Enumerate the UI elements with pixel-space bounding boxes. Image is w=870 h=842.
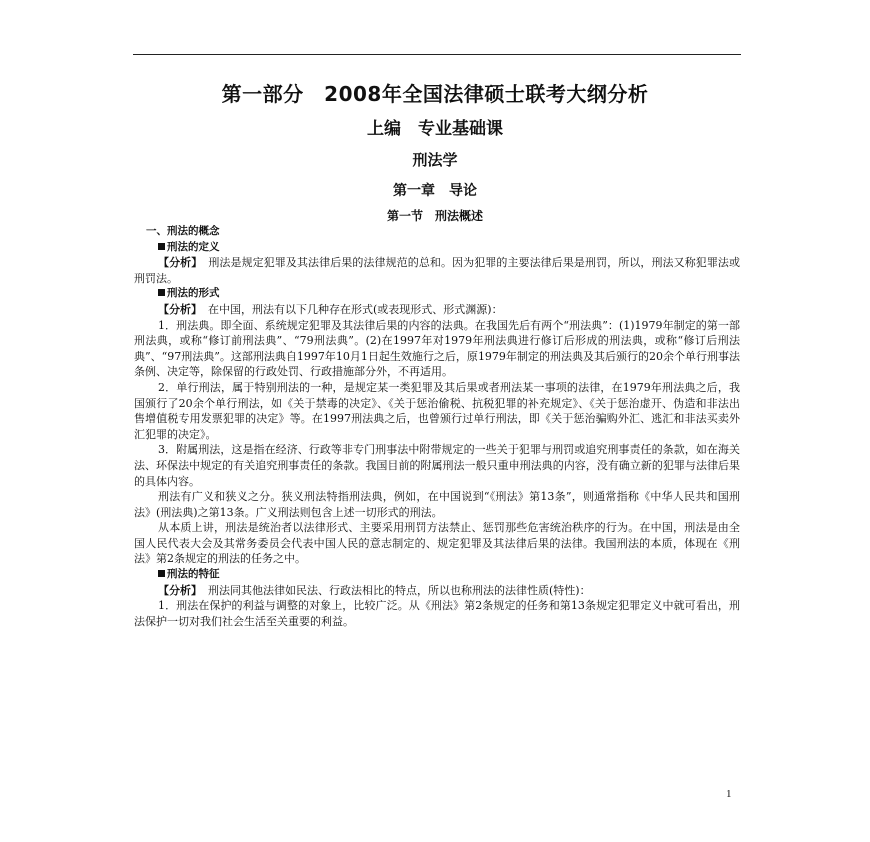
paragraph-broad-narrow: 刑法有广义和狭义之分。狭义刑法特指刑法典，例如，在中国说到“《刑法》第13条”，则通常指称《中华人民共和国刑法》(刑法典)之第13条。广义刑法则包含上述一切形式的刑法。 xyxy=(134,490,740,519)
heading-features xyxy=(134,567,740,583)
paragraph-essence: 从本质上讲，刑法是统治者以法律形式、主要采用刑罚方法禁止、惩罚那些危害统治秩序的行为。在中国，刑法是由全国人民代表大会及其常务委员会代表中国人民的意志制定的、规定犯罪及其法律后果的法律。我国刑法的本质，体现在《刑法》第2条规定的刑法的任务之中。 xyxy=(134,521,740,566)
square-bullet-icon xyxy=(158,243,165,250)
node-title: 第一节 刑法概述 xyxy=(386,209,483,223)
heading-forms xyxy=(134,286,740,302)
analysis-label: 【分析】 xyxy=(158,583,202,597)
heading-concept: 一、刑法的概念 xyxy=(146,225,220,237)
section-title: 上编 专业基础课 xyxy=(367,119,503,139)
paragraph-forms-intro xyxy=(134,302,740,318)
header-rule xyxy=(133,54,741,55)
heading-forms-label: 刑法的形式 xyxy=(167,287,220,300)
heading-definition-label: 刑法的定义 xyxy=(167,240,220,253)
paragraph-features-intro xyxy=(134,583,740,599)
features-intro-text: 刑法同其他法律如民法、行政法相比的特点，所以也称刑法的法律性质(特性)： xyxy=(208,583,591,597)
part-title: 第一部分 2008年全国法律硕士联考大纲分析 xyxy=(221,82,649,106)
paragraph-form-1: 1．刑法典。即全面、系统规定犯罪及其法律后果的内容的法典。在我国先后有两个“刑法典”：(1)1979年制定的第一部刑法典，或称“修订前刑法典”、“79刑法典”。(2)在1997年对1979年刑法典进行修订后形成的刑法典，或称“修订后刑法典”、“97刑法典”。这部刑法典自1997年10月1日起生效施行之后，原1979年制定的刑法典及其后颁行的20余个单行刑事法条例、决定等，除保留的行政处罚、行政措施部分外，不再适用。 xyxy=(134,318,740,379)
heading-definition xyxy=(134,240,740,256)
subject-title: 刑法学 xyxy=(412,151,458,169)
paragraph-definition xyxy=(134,255,740,286)
page-number: 1 xyxy=(726,788,732,800)
chapter-title: 第一章 导论 xyxy=(393,183,477,199)
definition-text: 刑法是规定犯罪及其法律后果的法律规范的总和。因为犯罪的主要法律后果是刑罚，所以，刑法又称犯罪法或刑罚法。 xyxy=(134,256,741,285)
paragraph-form-2: 2．单行刑法，属于特别刑法的一种，是规定某一类犯罪及其后果或者刑法某一事项的法律，在1979年刑法典之后，我国颁行了20余个单行刑法，如《关于禁毒的决定》、《关于惩治偷税、抗税犯罪的补充规定》、《关于惩治虚开、伪造和非法出售增值税专用发票犯罪的决定》等。在1997刑法典之后，也曾颁行过单行刑法，即《关于惩治骗购外汇、逃汇和非法买卖外汇犯罪的决定》。 xyxy=(134,380,740,441)
paragraph-feature-1: 1．刑法在保护的利益与调整的对象上，比较广泛。从《刑法》第2条规定的任务和第13条规定犯罪定义中就可看出，刑法保护一切对我们社会生活至关重要的利益。 xyxy=(134,599,740,628)
forms-intro-text: 在中国，刑法有以下几种存在形式(或表现形式、形式渊源)： xyxy=(208,302,503,316)
heading-features-label: 刑法的特征 xyxy=(167,568,220,581)
square-bullet-icon xyxy=(158,289,165,296)
body-text xyxy=(134,224,740,629)
analysis-label: 【分析】 xyxy=(158,302,202,316)
paragraph-form-3: 3．附属刑法，这是指在经济、行政等非专门刑事法中附带规定的一些关于犯罪与刑罚或追究刑事责任的条款，如在海关法、环保法中规定的有关追究刑事责任的条款。我国目前的附属刑法一般只重申刑法典的内容，没有确立新的犯罪与法律后果的具体内容。 xyxy=(134,443,740,488)
square-bullet-icon xyxy=(158,570,165,577)
analysis-label: 【分析】 xyxy=(158,256,203,270)
